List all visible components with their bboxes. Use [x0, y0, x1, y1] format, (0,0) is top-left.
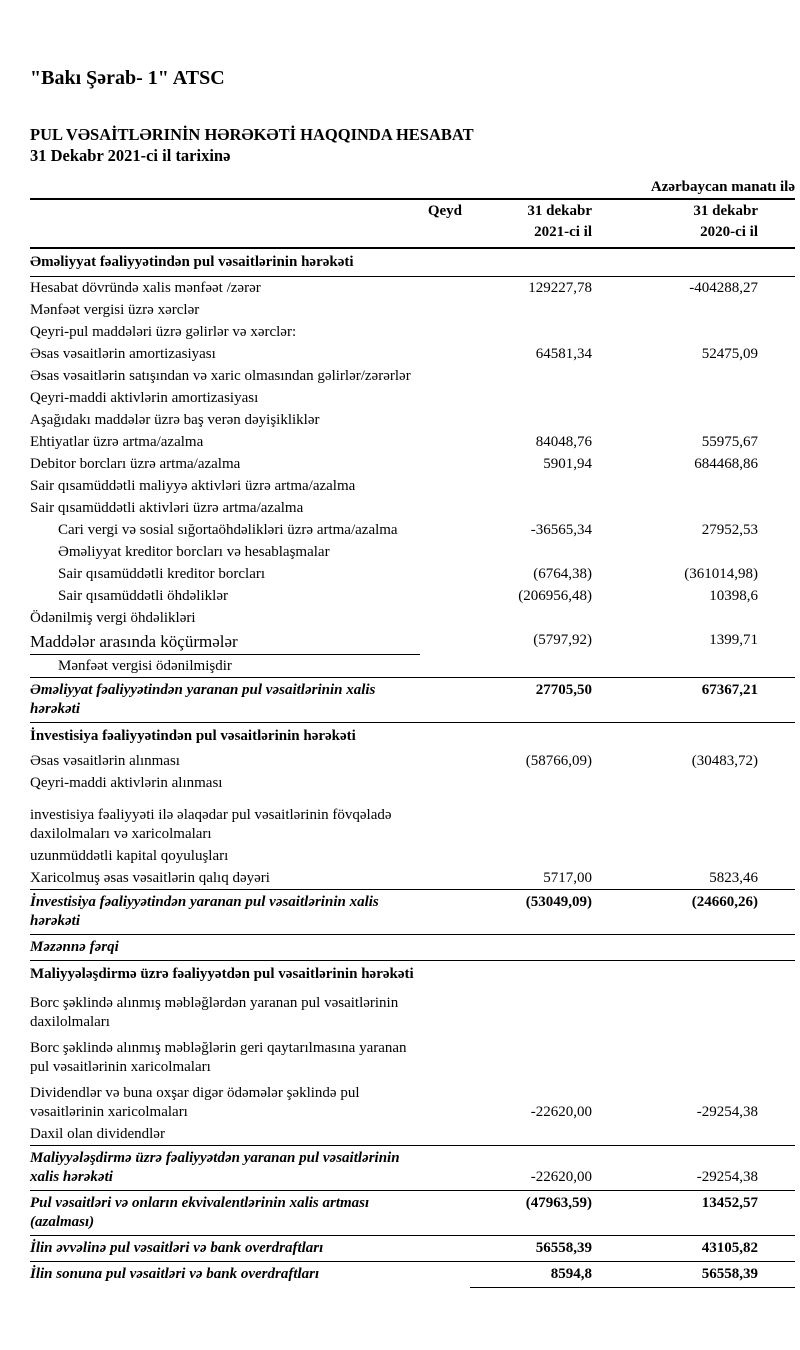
row-value-2021: (47963,59) [525, 1195, 592, 1211]
table-row [30, 1235, 795, 1261]
row-label: Əməliyyat fəaliyyətindən pul vəsaitlərinin hərəkəti [30, 254, 354, 270]
row-value-2021 [470, 845, 610, 867]
row-label: Əməliyyat fəaliyyətindən yaranan pul vəsaitlərinin xalis hərəkəti [30, 682, 376, 717]
row-value-2021 [470, 935, 610, 960]
row-value-2020 [610, 321, 795, 343]
row-value-2020 [610, 655, 795, 677]
cash-flow-table [30, 198, 795, 1288]
row-label: Borc şəklində alınmış məbləğlərin geri qaytarılmasına yaranan pul vəsaitlərinin xaricolmaları [30, 1039, 407, 1075]
table-row [30, 723, 795, 750]
table-row [30, 677, 795, 723]
row-note [420, 655, 470, 677]
row-note [420, 723, 470, 750]
table-row [30, 249, 795, 277]
row-value-2020: 43105,82 [701, 1240, 758, 1256]
row-label: Mənfəət vergisi ödənilmişdir [58, 657, 232, 674]
col-header-2020-line1: 31 dekabr [693, 203, 758, 219]
row-value-2020: 1399,71 [709, 631, 758, 648]
row-label: Dividendlər və buna oxşar digər ödəmələr şəklində pul vəsaitlərinin xaricolmaları [30, 1084, 360, 1120]
row-note [420, 1037, 470, 1078]
row-note [420, 453, 470, 475]
row-note [420, 678, 470, 722]
row-note [420, 431, 470, 453]
table-header-row [30, 198, 795, 249]
row-value-2021: (206956,48) [518, 587, 592, 604]
table-row [30, 541, 795, 563]
table-row [30, 804, 795, 845]
table-row [30, 585, 795, 607]
row-label: Cari vergi və sosial sığortaöhdəlikləri üzrə artma/azalma [58, 521, 398, 538]
row-label: Borc şəklində alınmış məbləğlərdən yaranan pul vəsaitlərinin daxilolmaları [30, 994, 399, 1030]
row-value-2020: -404288,27 [689, 279, 758, 296]
row-label: Xaricolmuş əsas vəsaitlərin qalıq dəyəri [30, 869, 270, 886]
row-label: Daxil olan dividendlər [30, 1125, 165, 1142]
table-row [30, 321, 795, 343]
row-label: Əsas vəsaitlərin alınması [30, 752, 180, 769]
row-value-2021 [470, 607, 610, 629]
report-title: PUL VƏSAİTLƏRINİN HƏRƏKƏTİ HAQQINDA HESABAT [30, 125, 474, 144]
row-note [420, 299, 470, 321]
row-label: Ehtiyatlar üzrə artma/azalma [30, 433, 204, 450]
row-label: İlin sonuna pul vəsaitləri və bank overdraftları [30, 1266, 320, 1282]
row-label: Debitor borcları üzrə artma/azalma [30, 455, 241, 472]
row-value-2020: (30483,72) [691, 752, 758, 769]
col-header-note: Qeyd [427, 203, 462, 219]
row-note [420, 249, 470, 276]
table-row [30, 497, 795, 519]
row-label: Sair qısamüddətli maliyyə aktivləri üzrə artma/azalma [30, 477, 356, 494]
row-label: Sair qısamüddətli aktivləri üzrə artma/azalma [30, 499, 304, 516]
col-header-2021-line1: 31 dekabr [527, 203, 592, 219]
row-value-2021 [470, 409, 610, 431]
row-value-2020 [610, 723, 795, 750]
row-value-2021 [470, 249, 610, 276]
row-value-2021 [470, 299, 610, 321]
row-value-2021 [470, 365, 610, 387]
row-note [420, 867, 470, 889]
table-row [30, 935, 795, 961]
row-value-2020 [610, 1123, 795, 1145]
row-value-2021: 56558,39 [535, 1240, 592, 1256]
row-value-2021: (6764,38) [533, 565, 592, 582]
row-label: İnvestisiya fəaliyyətindən yaranan pul vəsaitlərinin xalis hərəkəti [30, 894, 379, 929]
table-row [30, 889, 795, 935]
row-label: Əməliyyat kreditor borcları və hesablaşmalar [58, 543, 330, 560]
table-row [30, 1145, 795, 1190]
row-label: Məzənnə fərqi [30, 939, 119, 955]
col-header-2020-line2: 2020-ci il [700, 224, 758, 240]
row-note [420, 1236, 470, 1261]
row-value-2020 [610, 299, 795, 321]
row-value-2021: -22620,00 [530, 1169, 592, 1185]
row-label: İlin əvvəlinə pul vəsaitləri və bank overdraftları [30, 1240, 324, 1256]
row-value-2020 [610, 845, 795, 867]
row-note [420, 409, 470, 431]
row-value-2021: -22620,00 [530, 1103, 592, 1120]
col-header-2020 [610, 200, 795, 247]
row-label: İnvestisiya fəaliyyətindən pul vəsaitlərinin hərəkəti [30, 728, 356, 744]
row-note [420, 1082, 470, 1123]
table-row [30, 992, 795, 1033]
table-row [30, 1123, 795, 1145]
table-row [30, 772, 795, 794]
row-value-2020 [610, 607, 795, 629]
row-value-2021 [470, 772, 610, 794]
row-note [420, 563, 470, 585]
row-note [420, 365, 470, 387]
row-value-2021: 8594,8 [470, 1262, 610, 1288]
row-value-2020 [610, 961, 795, 988]
row-value-2021: 129227,78 [528, 279, 592, 296]
table-row [30, 1261, 795, 1288]
header-spacer [30, 200, 420, 247]
table-row [30, 1190, 795, 1235]
row-label: Sair qısamüddətli kreditor borcları [58, 565, 266, 582]
row-value-2020: (361014,98) [684, 565, 758, 582]
table-row [30, 607, 795, 629]
table-row [30, 1082, 795, 1123]
row-label: Qeyri-maddi aktivlərin alınması [30, 774, 223, 791]
row-value-2020 [610, 387, 795, 409]
row-value-2020: 27952,53 [701, 521, 758, 538]
row-value-2021 [470, 804, 610, 845]
row-note [420, 387, 470, 409]
row-value-2021 [470, 321, 610, 343]
col-header-2021 [470, 200, 610, 247]
row-value-2020: (24660,26) [691, 894, 758, 910]
table-row [30, 475, 795, 497]
row-label: investisiya fəaliyyəti ilə əlaqədar pul vəsaitlərinin fövqəladə daxilolmaları və xaricolmaları [30, 806, 392, 842]
row-note [420, 1191, 470, 1235]
table-row [30, 299, 795, 321]
row-label: Pul vəsaitləri və onların ekvivalentlərinin xalis artması (azalması) [30, 1195, 370, 1230]
row-value-2020 [610, 475, 795, 497]
row-note [420, 992, 470, 1033]
row-label: Hesabat dövründə xalis mənfəət /zərər [30, 279, 261, 296]
row-value-2021: 5901,94 [543, 455, 592, 472]
row-value-2021 [470, 1123, 610, 1145]
row-note [420, 890, 470, 934]
row-label: Qeyri-maddi aktivlərin amortizasiyası [30, 389, 259, 406]
table-row [30, 867, 795, 889]
row-value-2021 [470, 961, 610, 988]
row-note [420, 629, 470, 655]
col-header-2021-line2: 2021-ci il [534, 224, 592, 240]
row-label: uzunmüddətli kapital qoyuluşları [30, 847, 229, 864]
row-note [420, 1262, 470, 1288]
table-row [30, 365, 795, 387]
row-value-2020: 52475,09 [701, 345, 758, 362]
table-row [30, 431, 795, 453]
row-label: Ödənilmiş vergi öhdəlikləri [30, 609, 196, 626]
row-label: Aşağıdakı maddələr üzrə baş verən dəyişikliklər [30, 411, 320, 428]
table-row [30, 409, 795, 431]
row-note [420, 1123, 470, 1145]
table-body [30, 249, 795, 1288]
table-row [30, 750, 795, 772]
report-date: 31 Dekabr 2021-ci il tarixinə [30, 146, 231, 165]
row-note [420, 541, 470, 563]
row-value-2020: 67367,21 [701, 682, 758, 698]
row-label: Əsas vəsaitlərin amortizasiyası [30, 345, 216, 362]
table-row [30, 629, 795, 655]
table-row [30, 387, 795, 409]
row-label: Əsas vəsaitlərin satışından və xaric olmasından gəlirlər/zərərlər [30, 367, 411, 384]
row-value-2020: -29254,38 [696, 1169, 758, 1185]
table-row [30, 453, 795, 475]
row-value-2020 [610, 541, 795, 563]
row-value-2021: (5797,92) [533, 631, 592, 648]
row-note [420, 497, 470, 519]
row-note [420, 961, 470, 988]
company-title: "Bakı Şərab- 1" ATSC [30, 67, 225, 89]
row-label: Qeyri-pul maddələri üzrə gəlirlər və xərclər: [30, 323, 297, 340]
row-value-2021: 84048,76 [535, 433, 592, 450]
row-note [420, 519, 470, 541]
row-note [420, 343, 470, 365]
row-value-2020: 5823,46 [709, 869, 758, 886]
row-value-2021 [470, 497, 610, 519]
row-label: Mənfəət vergisi üzrə xərclər [30, 301, 200, 318]
row-value-2021 [470, 655, 610, 677]
row-value-2021: -36565,34 [530, 521, 592, 538]
row-value-2020: 55975,67 [701, 433, 758, 450]
row-value-2020: 10398,6 [709, 587, 758, 604]
table-row [30, 343, 795, 365]
row-label: Maddələr arasında köçürmələr [30, 629, 420, 655]
row-label: Maliyyələşdirmə üzrə fəaliyyətdən yaranan pul vəsaitlərinin xalis hərəkəti [30, 1150, 400, 1185]
row-value-2021: 27705,50 [535, 682, 592, 698]
row-value-2020 [610, 772, 795, 794]
row-value-2021 [470, 992, 610, 1033]
currency-note: Azərbaycan manatı ilə [650, 179, 795, 195]
row-value-2021 [470, 1037, 610, 1078]
row-note [420, 277, 470, 299]
row-value-2020: 684468,86 [694, 455, 758, 472]
row-note [420, 772, 470, 794]
row-note [420, 585, 470, 607]
table-row [30, 961, 795, 988]
table-row [30, 519, 795, 541]
row-value-2021 [470, 475, 610, 497]
row-value-2021: 64581,34 [535, 345, 592, 362]
table-row [30, 845, 795, 867]
row-value-2021 [470, 387, 610, 409]
row-value-2020 [610, 365, 795, 387]
row-value-2021: (58766,09) [525, 752, 592, 769]
row-note [420, 750, 470, 772]
row-note [420, 1146, 470, 1190]
row-value-2020 [610, 992, 795, 1033]
row-value-2020: 56558,39 [610, 1262, 795, 1288]
row-note [420, 845, 470, 867]
row-value-2021 [470, 541, 610, 563]
row-value-2021 [470, 723, 610, 750]
row-note [420, 804, 470, 845]
row-value-2020 [610, 1037, 795, 1078]
table-row [30, 1037, 795, 1078]
row-note [420, 607, 470, 629]
row-value-2020 [610, 497, 795, 519]
row-note [420, 935, 470, 960]
row-value-2021: 5717,00 [543, 869, 592, 886]
row-value-2020 [610, 935, 795, 960]
row-value-2020 [610, 409, 795, 431]
row-note [420, 321, 470, 343]
table-row [30, 277, 795, 299]
row-value-2020: 13452,57 [701, 1195, 758, 1211]
row-label: Maliyyələşdirmə üzrə fəaliyyətdən pul vəsaitlərinin hərəkəti [30, 966, 414, 982]
row-value-2020: -29254,38 [696, 1103, 758, 1120]
row-value-2021: (53049,09) [525, 894, 592, 910]
row-value-2020 [610, 249, 795, 276]
table-row [30, 563, 795, 585]
row-note [420, 475, 470, 497]
row-value-2020 [610, 804, 795, 845]
table-row [30, 655, 795, 677]
row-label: Sair qısamüddətli öhdəliklər [58, 587, 228, 604]
